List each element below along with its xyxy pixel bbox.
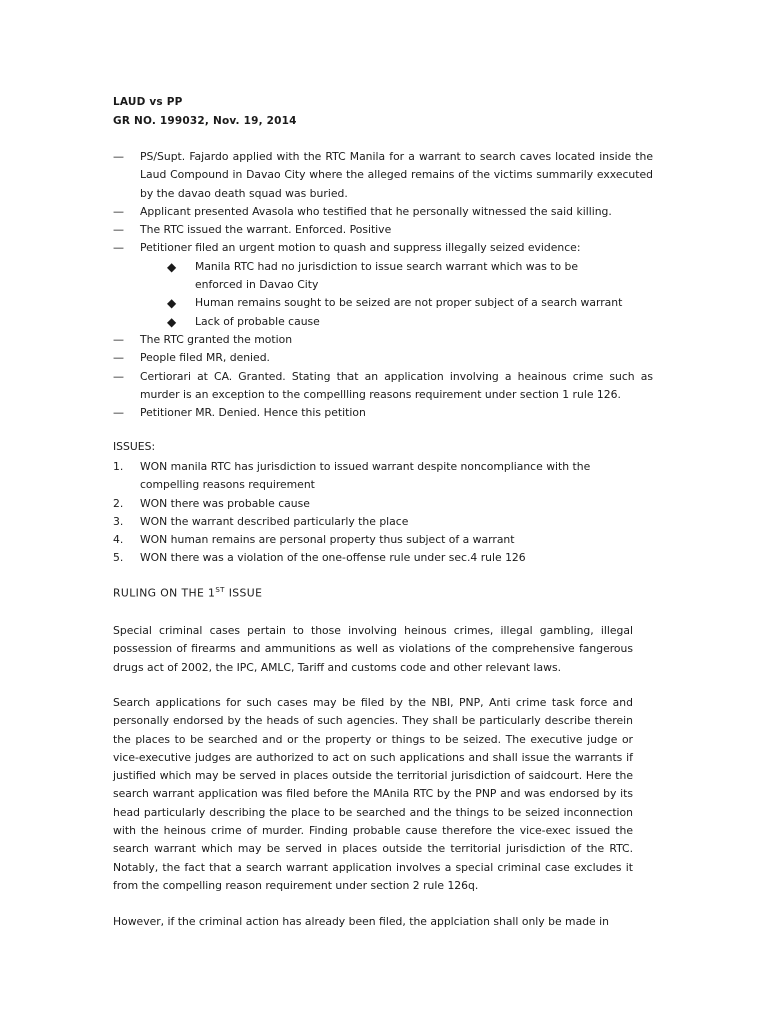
- issue-number: 1.: [113, 460, 124, 473]
- facts-list: [113, 148, 653, 422]
- ruling-heading-superscript: ST: [215, 586, 225, 594]
- sub-item-text: Human remains sought to be seized are not proper subject of a search warrant: [195, 296, 623, 310]
- fact-item: [113, 148, 653, 203]
- ruling-heading-suffix: ISSUE: [224, 586, 263, 600]
- issue-item: [113, 513, 610, 531]
- issue-text: WON human remains are personal property thus subject of a warrant: [140, 533, 515, 547]
- ruling-paragraph-1: Special criminal cases pertain to those involving heinous crimes, illegal gambling, illegal possession of firearms and ammunitions as well as violations of the comprehensive fangerous drugs act of 2002, the IPC, AMLC, Tariff and customs code and other relevant laws.: [113, 624, 633, 674]
- ruling-heading: [113, 586, 262, 600]
- sub-item-text: Manila RTC had no jurisdiction to issue search warrant which was to be enforced in Davao City: [195, 259, 579, 292]
- sub-list-item: [113, 258, 627, 295]
- issues-list: [113, 458, 653, 568]
- fact-text: Applicant presented Avasola who testified that he personally witnessed the said killing.: [140, 204, 612, 218]
- diamond-bullet-icon: ◆: [167, 259, 177, 274]
- fact-item: [113, 203, 653, 221]
- dash-bullet-icon: —: [113, 351, 124, 365]
- fact-item: [113, 331, 653, 349]
- issue-number: 5.: [113, 551, 124, 565]
- issues-heading: ISSUES:: [113, 440, 156, 453]
- issue-number: 3.: [113, 514, 124, 528]
- sub-list-item: [113, 294, 627, 312]
- fact-text: The RTC issued the warrant. Enforced. Positive: [140, 223, 392, 237]
- dash-bullet-icon: —: [113, 150, 124, 163]
- dash-bullet-icon: —: [113, 223, 124, 237]
- fact-item: [113, 404, 653, 422]
- sub-list-item: [113, 313, 627, 331]
- sub-item-text: Lack of probable cause: [195, 314, 320, 328]
- fact-text: People filed MR, denied.: [140, 351, 270, 365]
- issue-text: WON manila RTC has jurisdiction to issued warrant despite noncompliance with the compelling reasons requirement: [140, 460, 591, 492]
- ruling-heading-prefix: RULING ON THE 1: [113, 586, 216, 600]
- case-title: LAUD vs PP: [113, 96, 183, 108]
- dash-bullet-icon: —: [113, 241, 124, 255]
- diamond-bullet-icon: ◆: [167, 314, 177, 329]
- issue-item: [113, 549, 610, 567]
- issue-item: [113, 495, 610, 513]
- ruling-paragraph-2: Search applications for such cases may be filed by the NBI, PNP, Anti crime task force and personally endorsed by the heads of such agencies. They shall be particularly describe therein the places to be searched and or the property or things to be seized. The executive judge or vice-executive judges are authorized to act on such applications and shall issue the warrants if justified which may be served in places outside the territorial jurisdiction of saidcourt. Here the search warrant application was filed before the MAnila RTC by the PNP and was endorsed by its head particularly describing the place to be searched and the things to be seized inconnection with the heinous crime of murder. Finding probable cause therefore the vice-exec issued the search warrant which may be served in places outside the territorial jurisdiction of the RTC. Notably, the fact that a search warrant application involves a special criminal case excludes it from the compelling reason requirement under section 2 rule 126q.: [113, 696, 633, 892]
- issue-item: [113, 458, 610, 495]
- fact-text: Certiorari at CA. Granted. Stating that an application involving a heainous crime such as murder is an exception to the compellling reasons requirement under section 1 rule 126.: [140, 369, 653, 401]
- ruling-paragraph-3: However, if the criminal action has already been filed, the applciation shall only be made in: [113, 915, 609, 928]
- issue-number: 4.: [113, 533, 124, 547]
- fact-item: [113, 349, 653, 367]
- issue-text: WON there was a violation of the one-offense rule under sec.4 rule 126: [140, 551, 526, 565]
- fact-text: PS/Supt. Fajardo applied with the RTC Manila for a warrant to search caves located inside the Laud Compound in Davao City where the alleged remains of the victims summarily exxecuted by the davao death squad was buried.: [140, 150, 653, 200]
- fact-text: Petitioner MR. Denied. Hence this petition: [140, 406, 366, 420]
- issue-item: [113, 531, 610, 549]
- fact-text: The RTC granted the motion: [140, 332, 293, 346]
- issue-text: WON there was probable cause: [140, 496, 310, 510]
- diamond-bullet-icon: ◆: [167, 296, 177, 311]
- issue-number: 2.: [113, 496, 124, 510]
- dash-bullet-icon: —: [113, 406, 124, 420]
- fact-text: Petitioner filed an urgent motion to quash and suppress illegally seized evidence:: [140, 241, 581, 255]
- gr-number: GR NO. 199032, Nov. 19, 2014: [113, 115, 297, 127]
- dash-bullet-icon: —: [113, 332, 124, 346]
- fact-item: [113, 239, 653, 257]
- dash-bullet-icon: —: [113, 204, 124, 218]
- fact-item: [113, 368, 653, 405]
- issue-text: WON the warrant described particularly the place: [140, 514, 409, 528]
- dash-bullet-icon: —: [113, 369, 124, 383]
- fact-item: [113, 221, 653, 239]
